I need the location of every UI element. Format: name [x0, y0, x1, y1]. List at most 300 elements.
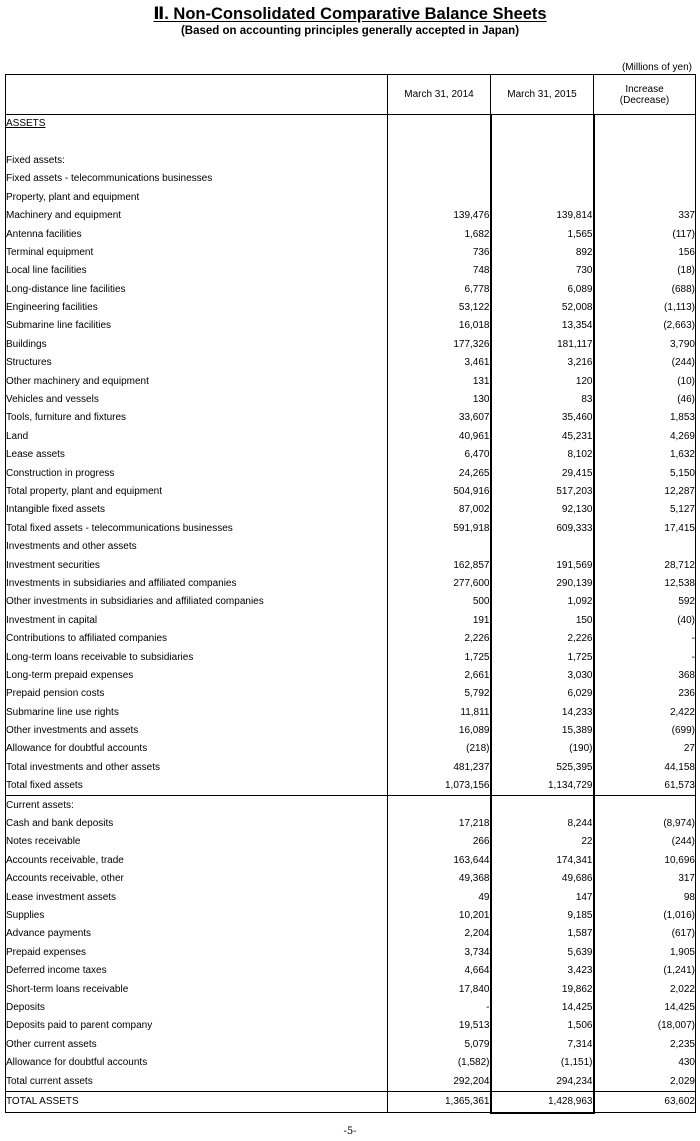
table-row — [6, 759, 696, 777]
table-row — [6, 777, 696, 796]
value-change: 5,150 — [594, 464, 696, 482]
row-label — [6, 833, 388, 851]
value-2015: 1,134,729 — [491, 777, 594, 796]
table-row — [6, 317, 696, 335]
value-2015 — [491, 538, 594, 556]
value-2015: 6,089 — [491, 281, 594, 299]
row-label-text: Fixed assets - telecommunications businesses — [6, 173, 213, 185]
row-label-text: Intangible fixed assets — [6, 504, 105, 516]
value-2014: (1,582) — [388, 1054, 491, 1072]
row-label-text: Other current assets — [6, 1038, 97, 1050]
value-2015: 1,565 — [491, 225, 594, 243]
table-row — [6, 372, 696, 390]
table-row — [6, 667, 696, 685]
table-row — [6, 428, 696, 446]
table-row — [6, 262, 696, 280]
value-2015 — [491, 170, 594, 188]
value-2014: 177,326 — [388, 336, 491, 354]
value-2014: 33,607 — [388, 409, 491, 427]
value-2014: 17,840 — [388, 980, 491, 998]
table-row — [6, 980, 696, 998]
row-label — [6, 244, 388, 262]
value-2014: 1,365,361 — [388, 1091, 491, 1113]
value-2014: 504,916 — [388, 483, 491, 501]
row-label — [6, 980, 388, 998]
table-row — [6, 244, 696, 262]
row-label-text: Fixed assets: — [6, 154, 65, 166]
row-label — [6, 115, 388, 134]
row-label-text: Accounts receivable, other — [6, 873, 124, 885]
table-row — [6, 870, 696, 888]
row-label-text: Local line facilities — [6, 265, 87, 277]
row-label-text: Current assets: — [6, 799, 74, 811]
row-label-text: Total current assets — [6, 1075, 93, 1087]
row-label — [6, 317, 388, 335]
row-label — [6, 888, 388, 906]
value-change: (1,113) — [594, 299, 696, 317]
value-change: (617) — [594, 925, 696, 943]
value-2014: 2,204 — [388, 925, 491, 943]
value-2014: 191 — [388, 612, 491, 630]
value-2015: 147 — [491, 888, 594, 906]
table-row — [6, 556, 696, 574]
row-label — [6, 336, 388, 354]
table-row — [6, 391, 696, 409]
table-row — [6, 630, 696, 648]
row-label — [6, 354, 388, 372]
value-change: (244) — [594, 833, 696, 851]
value-change: 28,712 — [594, 556, 696, 574]
header-march-2014: March 31, 2014 — [388, 75, 491, 115]
value-2014: 10,201 — [388, 907, 491, 925]
value-2015: 92,130 — [491, 501, 594, 519]
row-label-text: Land — [6, 430, 29, 442]
value-change — [594, 796, 696, 815]
value-2015: 191,569 — [491, 556, 594, 574]
value-change: 2,422 — [594, 704, 696, 722]
value-2015 — [491, 152, 594, 170]
value-2015: 8,102 — [491, 446, 594, 464]
table-row — [6, 336, 696, 354]
value-change: 156 — [594, 244, 696, 262]
value-change: 3,790 — [594, 336, 696, 354]
value-2015: 3,030 — [491, 667, 594, 685]
table-row — [6, 815, 696, 833]
value-2014: 16,018 — [388, 317, 491, 335]
row-label — [6, 1091, 388, 1113]
value-2015: 45,231 — [491, 428, 594, 446]
row-label-text: Investment in capital — [6, 614, 98, 626]
row-label — [6, 391, 388, 409]
value-2015: 7,314 — [491, 1036, 594, 1054]
balance-sheet-body — [6, 115, 696, 1113]
row-label — [6, 593, 388, 611]
value-2015: 5,639 — [491, 944, 594, 962]
value-2014: (218) — [388, 740, 491, 758]
row-label-text: Notes receivable — [6, 836, 81, 848]
row-label — [6, 446, 388, 464]
value-change: 368 — [594, 667, 696, 685]
table-row — [6, 648, 696, 666]
value-2015: (190) — [491, 740, 594, 758]
row-label-text: Deposits paid to parent company — [6, 1020, 153, 1032]
row-label — [6, 152, 388, 170]
header-increase-label: Increase — [625, 83, 664, 95]
row-label — [6, 262, 388, 280]
value-2014: 2,226 — [388, 630, 491, 648]
row-label — [6, 999, 388, 1017]
row-label — [6, 1072, 388, 1091]
value-2014: 736 — [388, 244, 491, 262]
value-2015: 3,423 — [491, 962, 594, 980]
value-2014 — [388, 133, 491, 151]
table-row — [6, 740, 696, 758]
value-2015: 35,460 — [491, 409, 594, 427]
row-label-text: Investments and other assets — [6, 541, 137, 553]
row-label-text: Other investments and assets — [6, 725, 139, 737]
value-change: 27 — [594, 740, 696, 758]
value-2014: 5,792 — [388, 685, 491, 703]
table-row — [6, 999, 696, 1017]
value-2015: 13,354 — [491, 317, 594, 335]
table-row — [6, 575, 696, 593]
value-change: 98 — [594, 888, 696, 906]
value-2014 — [388, 152, 491, 170]
value-2014: 6,778 — [388, 281, 491, 299]
value-change — [594, 189, 696, 207]
value-2015: 49,686 — [491, 870, 594, 888]
row-label — [6, 299, 388, 317]
value-2015: 22 — [491, 833, 594, 851]
value-change: 1,853 — [594, 409, 696, 427]
row-label-text: Buildings — [6, 338, 47, 350]
table-row — [6, 281, 696, 299]
row-label — [6, 704, 388, 722]
table-row — [6, 833, 696, 851]
value-2015: 14,233 — [491, 704, 594, 722]
value-change: 2,029 — [594, 1072, 696, 1091]
value-change: (10) — [594, 372, 696, 390]
value-change — [594, 133, 696, 151]
table-row — [6, 354, 696, 372]
value-change: 2,235 — [594, 1036, 696, 1054]
value-change: 5,127 — [594, 501, 696, 519]
value-2015: 892 — [491, 244, 594, 262]
value-2014: 500 — [388, 593, 491, 611]
section-heading-row — [6, 115, 696, 134]
value-2015: 19,862 — [491, 980, 594, 998]
value-2014: 266 — [388, 833, 491, 851]
table-row — [6, 888, 696, 906]
value-2015 — [491, 115, 594, 134]
value-2014: 3,734 — [388, 944, 491, 962]
table-row — [6, 446, 696, 464]
table-row — [6, 907, 696, 925]
value-2014: - — [388, 999, 491, 1017]
row-label-text: Lease assets — [6, 449, 65, 461]
value-2014 — [388, 189, 491, 207]
value-2015: 14,425 — [491, 999, 594, 1017]
value-2014: 2,661 — [388, 667, 491, 685]
row-label — [6, 520, 388, 538]
value-2015: 15,389 — [491, 722, 594, 740]
value-2015: 29,415 — [491, 464, 594, 482]
page-number: -5- — [343, 1126, 357, 1137]
value-change: 337 — [594, 207, 696, 225]
value-2015: 294,234 — [491, 1072, 594, 1091]
value-2014: 49,368 — [388, 870, 491, 888]
value-2014: 19,513 — [388, 1017, 491, 1035]
row-label-text: ASSETS — [6, 118, 46, 130]
value-2014: 277,600 — [388, 575, 491, 593]
row-label — [6, 189, 388, 207]
row-label-text: Accounts receivable, trade — [6, 854, 124, 866]
row-label — [6, 207, 388, 225]
value-2015: 83 — [491, 391, 594, 409]
value-2015 — [491, 189, 594, 207]
row-label-text: Supplies — [6, 909, 45, 921]
table-row — [6, 299, 696, 317]
row-label-text: Contributions to affiliated companies — [6, 633, 168, 645]
value-2014: 163,644 — [388, 852, 491, 870]
value-2015: 9,185 — [491, 907, 594, 925]
table-row — [6, 796, 696, 815]
value-2015: 730 — [491, 262, 594, 280]
table-row — [6, 612, 696, 630]
table-row — [6, 593, 696, 611]
row-label — [6, 556, 388, 574]
value-2015: 609,333 — [491, 520, 594, 538]
row-label-text: Terminal equipment — [6, 246, 94, 258]
row-label — [6, 759, 388, 777]
value-2014 — [388, 170, 491, 188]
header-march-2015: March 31, 2015 — [491, 75, 594, 115]
table-row — [6, 133, 696, 151]
value-2014: 11,811 — [388, 704, 491, 722]
value-change: - — [594, 648, 696, 666]
value-2014: 6,470 — [388, 446, 491, 464]
row-label-text: Investment securities — [6, 559, 100, 571]
row-label — [6, 777, 388, 796]
document-title: Ⅱ. Non-Consolidated Comparative Balance Sheets — [153, 5, 547, 23]
value-change: (46) — [594, 391, 696, 409]
value-change: 14,425 — [594, 999, 696, 1017]
row-label — [6, 538, 388, 556]
table-row — [6, 464, 696, 482]
table-row — [6, 225, 696, 243]
table-row — [6, 685, 696, 703]
value-change: 1,632 — [594, 446, 696, 464]
row-label — [6, 483, 388, 501]
row-label — [6, 464, 388, 482]
value-change: (1,241) — [594, 962, 696, 980]
row-label-text: Vehicles and vessels — [6, 394, 99, 406]
table-row — [6, 538, 696, 556]
row-label — [6, 907, 388, 925]
value-2015: 3,216 — [491, 354, 594, 372]
value-change: (244) — [594, 354, 696, 372]
row-label — [6, 925, 388, 943]
value-2015: 1,506 — [491, 1017, 594, 1035]
row-label-text: Total fixed assets — [6, 780, 83, 792]
value-2015: 1,092 — [491, 593, 594, 611]
row-label — [6, 428, 388, 446]
row-label — [6, 133, 388, 151]
header-label-cell — [6, 75, 388, 115]
value-change: 12,287 — [594, 483, 696, 501]
value-change: 317 — [594, 870, 696, 888]
value-2015: 517,203 — [491, 483, 594, 501]
row-label-text: Antenna facilities — [6, 228, 82, 240]
value-change: (40) — [594, 612, 696, 630]
row-label-text: Investments in subsidiaries and affiliated companies — [6, 577, 237, 589]
table-row — [6, 483, 696, 501]
row-label-text: Allowance for doubtful accounts — [6, 1057, 148, 1069]
row-label-text: Deposits — [6, 1001, 45, 1013]
table-row — [6, 409, 696, 427]
row-label-text: Machinery and equipment — [6, 210, 122, 222]
table-row — [6, 1017, 696, 1035]
row-label-text: Engineering facilities — [6, 302, 98, 314]
row-label — [6, 575, 388, 593]
value-change: 44,158 — [594, 759, 696, 777]
row-label-text: Prepaid pension costs — [6, 688, 105, 700]
value-2014: 5,079 — [388, 1036, 491, 1054]
row-label-text: Long-term prepaid expenses — [6, 669, 134, 681]
table-row — [6, 704, 696, 722]
row-label-text: Prepaid expenses — [6, 946, 87, 958]
value-2014: 1,682 — [388, 225, 491, 243]
value-2015: (1,151) — [491, 1054, 594, 1072]
value-change: 236 — [594, 685, 696, 703]
row-label-text: Other investments in subsidiaries and affiliated companies — [6, 596, 264, 608]
value-2015 — [491, 796, 594, 815]
row-label — [6, 170, 388, 188]
total-row — [6, 1091, 696, 1113]
value-2014 — [388, 115, 491, 134]
value-change: (1,016) — [594, 907, 696, 925]
value-2014: 17,218 — [388, 815, 491, 833]
row-label-text: TOTAL ASSETS — [6, 1095, 79, 1107]
header-decrease-label: (Decrease) — [619, 94, 670, 106]
row-label-text: Short-term loans receivable — [6, 983, 129, 995]
row-label — [6, 815, 388, 833]
value-change: (699) — [594, 722, 696, 740]
value-change: 1,905 — [594, 944, 696, 962]
value-change — [594, 538, 696, 556]
value-2014: 130 — [388, 391, 491, 409]
row-label-text: Submarine line use rights — [6, 706, 119, 718]
row-label — [6, 1017, 388, 1035]
table-row — [6, 520, 696, 538]
row-label-text: Submarine line facilities — [6, 320, 112, 332]
value-2014: 292,204 — [388, 1072, 491, 1091]
value-2015 — [491, 133, 594, 151]
value-2015: 52,008 — [491, 299, 594, 317]
row-label-text: Total property, plant and equipment — [6, 486, 163, 497]
balance-sheet-table — [5, 74, 696, 1114]
table-row — [6, 189, 696, 207]
value-2014: 748 — [388, 262, 491, 280]
value-2014: 40,961 — [388, 428, 491, 446]
row-label — [6, 870, 388, 888]
document-subtitle: (Based on accounting principles generally accepted in Japan) — [180, 25, 520, 37]
value-2015: 1,587 — [491, 925, 594, 943]
value-2015: 181,117 — [491, 336, 594, 354]
value-2015: 525,395 — [491, 759, 594, 777]
value-2015: 2,226 — [491, 630, 594, 648]
row-label — [6, 225, 388, 243]
value-change — [594, 170, 696, 188]
row-label — [6, 962, 388, 980]
value-change: 17,415 — [594, 520, 696, 538]
value-2014: 1,725 — [388, 648, 491, 666]
table-row — [6, 852, 696, 870]
row-label — [6, 648, 388, 666]
row-label-text: Property, plant and equipment — [6, 191, 140, 203]
row-label — [6, 667, 388, 685]
value-2014: 591,918 — [388, 520, 491, 538]
value-2014: 131 — [388, 372, 491, 390]
value-change: (688) — [594, 281, 696, 299]
row-label-text: Tools, furniture and fixtures — [6, 412, 127, 424]
value-change: 12,538 — [594, 575, 696, 593]
value-change: 61,573 — [594, 777, 696, 796]
value-2014 — [388, 796, 491, 815]
value-2014: 53,122 — [388, 299, 491, 317]
value-2015: 150 — [491, 612, 594, 630]
row-label-text: Deferred income taxes — [6, 965, 107, 977]
table-row — [6, 1072, 696, 1091]
table-row — [6, 501, 696, 519]
row-label — [6, 740, 388, 758]
value-change: 430 — [594, 1054, 696, 1072]
value-2015: 6,029 — [491, 685, 594, 703]
value-2014: 139,476 — [388, 207, 491, 225]
value-2015: 174,341 — [491, 852, 594, 870]
value-2014: 16,089 — [388, 722, 491, 740]
row-label-text: Long-distance line facilities — [6, 283, 126, 295]
row-label — [6, 796, 388, 815]
table-row — [6, 944, 696, 962]
value-2014: 24,265 — [388, 464, 491, 482]
value-2015: 120 — [491, 372, 594, 390]
table-row — [6, 207, 696, 225]
value-2014: 1,073,156 — [388, 777, 491, 796]
row-label — [6, 372, 388, 390]
row-label — [6, 1036, 388, 1054]
value-2015: 1,725 — [491, 648, 594, 666]
value-change: 2,022 — [594, 980, 696, 998]
row-label — [6, 501, 388, 519]
value-2014: 162,857 — [388, 556, 491, 574]
header-increase-decrease — [594, 75, 696, 115]
value-change: 592 — [594, 593, 696, 611]
table-row — [6, 1054, 696, 1072]
value-2014: 481,237 — [388, 759, 491, 777]
value-2014: 3,461 — [388, 354, 491, 372]
row-label — [6, 409, 388, 427]
value-change: (2,663) — [594, 317, 696, 335]
value-change: 4,269 — [594, 428, 696, 446]
value-change — [594, 115, 696, 134]
value-change: - — [594, 630, 696, 648]
table-row — [6, 170, 696, 188]
value-2015: 8,244 — [491, 815, 594, 833]
value-2015: 139,814 — [491, 207, 594, 225]
table-row — [6, 1036, 696, 1054]
row-label — [6, 852, 388, 870]
